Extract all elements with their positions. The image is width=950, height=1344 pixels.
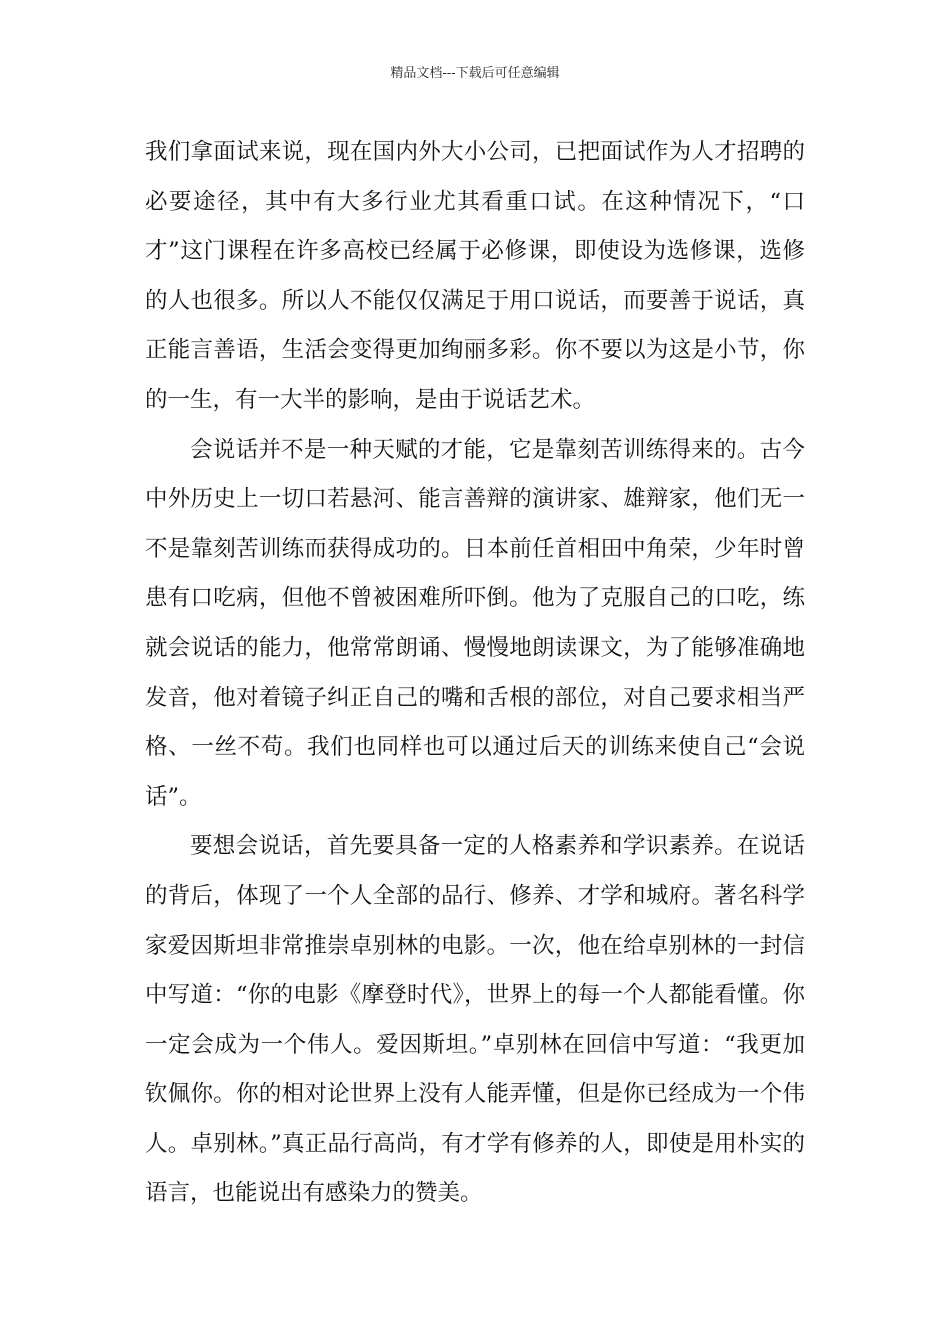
document-body bbox=[145, 128, 805, 1219]
paragraph-3: 要想会说话，首先要具备一定的人格素养和学识素养。在说话的背后，体现了一个人全部的品行、修养、才学和城府。著名科学家爱因斯坦非常推崇卓别林的电影。一次，他在给卓别林的一封信中写道：“你的电影《摩登时代》，世界上的每一个人都能看懂。你一定会成为一个伟人。爱因斯坦。”卓别林在回信中写道：“我更加钦佩你。你的相对论世界上没有人能弄懂，但是你已经成为一个伟人。卓别林。”真正品行高尚，有才学有修养的人，即使是用朴实的语言，也能说出有感染力的赞美。 bbox=[145, 833, 805, 1207]
paragraph-2: 会说话并不是一种天赋的才能，它是靠刻苦训练得来的。古今中外历史上一切口若悬河、能言善辩的演讲家、雄辩家，他们无一不是靠刻苦训练而获得成功的。日本前任首相田中角荣，少年时曾患有口吃病，但他不曾被困难所吓倒。他为了克服自己的口吃，练就会说话的能力，他常常朗诵、慢慢地朗读课文，为了能够准确地发音，他对着镜子纠正自己的嘴和舌根的部位，对自己要求相当严格、一丝不苟。我们也同样也可以通过后天的训练来使自己“会说话”。 bbox=[145, 436, 805, 810]
paragraph-1: 我们拿面试来说，现在国内外大小公司，已把面试作为人才招聘的必要途径，其中有大多行业尤其看重口试。在这种情况下，“口才”这门课程在许多高校已经属于必修课，即使设为选修课，选修的人也很多。所以人不能仅仅满足于用口说话，而要善于说话，真正能言善语，生活会变得更加绚丽多彩。你不要以为这是小节，你的一生，有一大半的影响，是由于说话艺术。 bbox=[145, 139, 805, 413]
page-header: 精品文档---下载后可任意编辑 bbox=[390, 66, 560, 81]
